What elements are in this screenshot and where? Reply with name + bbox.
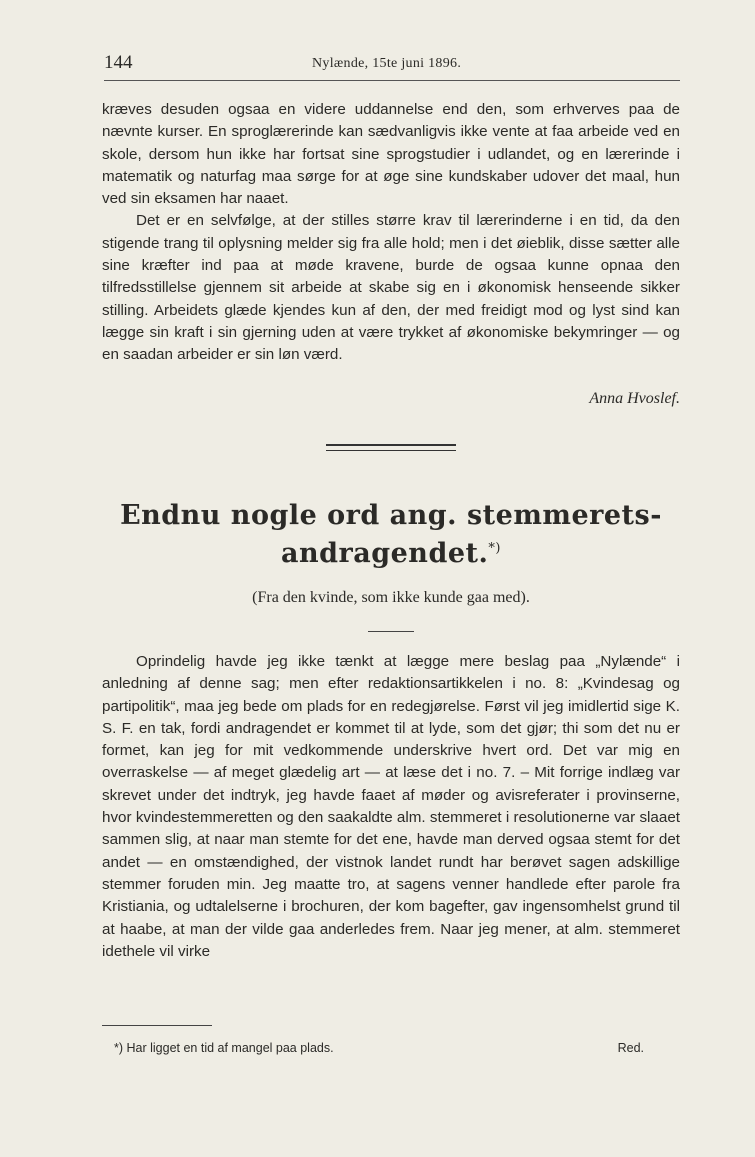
section-divider — [326, 444, 456, 451]
paragraph: Oprindelig havde jeg ikke tænkt at lægge mere beslag paa „Nylænde“ i anledning af denne sag; men efter redaktionsartikkelen i no. 8: „Kvindesag og partipolitik“, maa jeg bede om plads for en redegjørelse. Først vil jeg imidlertid sige K. S. F. en tak, fordi andragendet er kommet til at lyde, som det gjør; thi som det nu er formet, kan jeg for mit vedkommende underskrive hvert ord. Det var mig en overraskelse — af meget glædelig art — at læse det i no. 7. – Mit forrige indlæg var skrevet under det indtryk, jeg havde faaet af møder og avisreferater i provinserne, hvor kvindestemmeretten og den saakaldte alm. stemmeret i resolutionerne var slaaet sammen slig, at naar man stemte for det ene, havde man derved ogsaa stemt for det andet — en omstændighed, der vistnok landet rundt har berøvet sagen adskillige stemmer foruden min. Jeg maatte tro, at sagens venner handlede efter parole fra Kristiania, og udtalelserne i brochuren, der kom bagefter, gav ingensomhelst grund til at haabe, at man der vilde gaa anderledes frem. Naar jeg mener, at alm. stemmeret idethele vil virke — [102, 653, 680, 960]
paragraph: kræves desuden ogsaa en videre uddannelse end den, som erhverves paa de nævnte kurser. En sproglærerinde kan sædvanligvis ikke vente at faa arbeide ved en skole, dersom hun ikke har fortsat sine sprogstudier i udlandet, og en lærerinde i matematik og naturfag maa sørge for at øge sine kundskaber udover det maal, hun ved sin eksamen har naaet. — [102, 101, 680, 208]
author-signature: Anna Hvoslef. — [589, 390, 680, 407]
article-title-line1: Endnu nogle ord ang. stemmerets- — [120, 500, 662, 531]
paragraph: Det er en selvfølge, at der stilles større krav til lærerinderne i en tid, da den stigende trang til oplysning melder sig fra alle hold; men i det øieblik, disse sætter alle sine kræfter ind paa at møde kravene, burde de ogsaa kunne opnaa den tilfredsstillelse gjennem sit arbeide at skabe sig en i økonomisk henseende sikker stilling. Arbeidets glæde kjendes kun af den, der med freidigt mod og lyst sind kan lægge sin kraft i sin gjerning uden at være trykket af økonomiske bekymringer — og en saadan arbeider er sin løn værd. — [102, 212, 680, 364]
page-header — [104, 50, 680, 81]
subtitle-rule — [368, 631, 414, 632]
footnote — [114, 1041, 644, 1055]
page-number: 144 — [104, 52, 133, 73]
article-continuation — [102, 99, 680, 367]
article-body — [102, 651, 680, 963]
running-head: Nylænde, 15te juni 1896. — [312, 56, 462, 71]
article-title-text: andragendet. — [281, 538, 489, 569]
footnote-rule — [102, 1025, 212, 1026]
footnote-mark: *) — [488, 541, 501, 556]
footnote-text: *) Har ligget en tid af mangel paa plads. — [114, 1041, 334, 1055]
article-title-line2 — [102, 538, 680, 569]
article-subtitle: (Fra den kvinde, som ikke kunde gaa med). — [252, 589, 530, 606]
footnote-editor: Red. — [617, 1041, 644, 1055]
